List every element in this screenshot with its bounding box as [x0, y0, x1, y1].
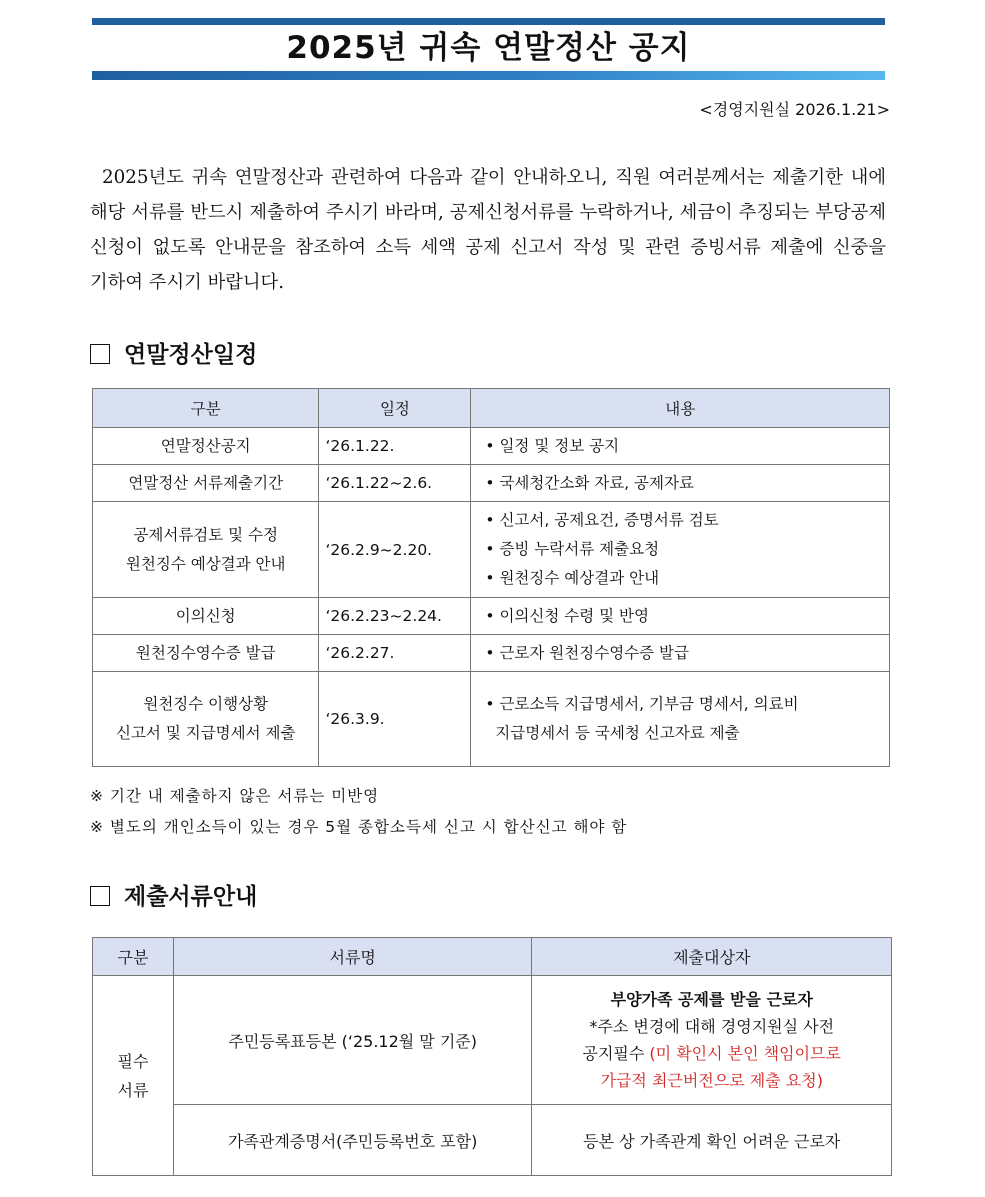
header-category: 구분 — [93, 389, 319, 428]
row-date: ‘26.2.9~2.20. — [319, 502, 471, 598]
required-group-label: 필수 서류 — [93, 976, 174, 1176]
row-content: • 국세청간소화 자료, 공제자료 — [471, 465, 890, 502]
table-row — [93, 465, 890, 502]
row-date: ‘26.2.23~2.24. — [319, 598, 471, 635]
schedule-note-1: ※ 기간 내 제출하지 않은 서류는 미반영 — [90, 787, 380, 805]
header-content: 내용 — [471, 389, 890, 428]
doc-name: 주민등록표등본 (‘25.12월 말 기준) — [173, 976, 532, 1105]
checkbox-square-icon — [90, 344, 110, 364]
row-date: ‘26.1.22~2.6. — [319, 465, 471, 502]
header-doc-name: 서류명 — [173, 938, 532, 976]
intro-paragraph — [90, 160, 886, 300]
row-date: ‘26.3.9. — [319, 672, 471, 767]
row-content: • 신고서, 공제요건, 증명서류 검토 • 증빙 누락서류 제출요청 • 원천징수 예상결과 안내 — [471, 502, 890, 598]
doc-target: 부양가족 공제를 받을 근로자 *주소 변경에 대해 경영지원실 사전 공지필수 (미 확인시 본인 책임이므로 가급적 최근버전으로 제출 요청) — [532, 976, 892, 1105]
row-category: 공제서류검토 및 수정 원천징수 예상결과 안내 — [93, 502, 319, 598]
row-category: 원천징수 이행상황 신고서 및 지급명세서 제출 — [93, 672, 319, 767]
documents-heading-text: 제출서류안내 — [124, 884, 258, 910]
row-date: ‘26.1.22. — [319, 428, 471, 465]
row-category: 이의신청 — [93, 598, 319, 635]
row-category: 연말정산공지 — [93, 428, 319, 465]
row-content: • 이의신청 수령 및 반영 — [471, 598, 890, 635]
row-content: • 일정 및 정보 공지 — [471, 428, 890, 465]
header-date: 일정 — [319, 389, 471, 428]
table-row — [93, 672, 890, 767]
department-date: <경영지원실 2026.1.21> — [699, 100, 890, 119]
schedule-header-row — [93, 389, 890, 428]
schedule-table — [92, 388, 890, 767]
documents-section-heading — [90, 878, 257, 911]
intro-text: 2025년도 귀속 연말정산과 관련하여 다음과 같이 안내하오니, 직원 여러분께서는 제출기한 내에 해당 서류를 반드시 제출하여 주시기 바라며, 공제신청서류를 누락하거나, 세금이 추징되는 부당공제 신청이 없도록 안내문을 참조하여 소득 세액 공제 신고서 작성 및 관련 증빙서류 제출에 신중을 기하여 주시기 바랍니다. — [90, 167, 886, 293]
documents-header-row — [93, 938, 892, 976]
doc-target: 등본 상 가족관계 확인 어려운 근로자 — [532, 1105, 892, 1176]
documents-table — [92, 937, 892, 1176]
row-content: • 근로자 원천징수영수증 발급 — [471, 635, 890, 672]
table-row — [93, 635, 890, 672]
schedule-section-heading — [90, 336, 257, 369]
schedule-note-2: ※ 별도의 개인소득이 있는 경우 5월 종합소득세 신고 시 합산신고 해야 함 — [90, 818, 628, 836]
page-title: 2025년 귀속 연말정산 공지 — [286, 30, 691, 66]
table-row — [93, 976, 892, 1105]
row-category: 연말정산 서류제출기간 — [93, 465, 319, 502]
title-bottom-bar — [92, 71, 885, 80]
table-row — [93, 502, 890, 598]
table-row — [93, 428, 890, 465]
table-row — [93, 1105, 892, 1176]
row-content: • 근로소득 지급명세서, 기부금 명세서, 의료비 지급명세서 등 국세청 신고자료 제출 — [471, 672, 890, 767]
checkbox-square-icon — [90, 886, 110, 906]
title-top-bar — [92, 18, 885, 25]
row-category: 원천징수영수증 발급 — [93, 635, 319, 672]
header-doc-category: 구분 — [93, 938, 174, 976]
doc-name: 가족관계증명서(주민등록번호 포함) — [173, 1105, 532, 1176]
row-date: ‘26.2.27. — [319, 635, 471, 672]
table-row — [93, 598, 890, 635]
header-doc-target: 제출대상자 — [532, 938, 892, 976]
schedule-heading-text: 연말정산일정 — [124, 342, 258, 368]
